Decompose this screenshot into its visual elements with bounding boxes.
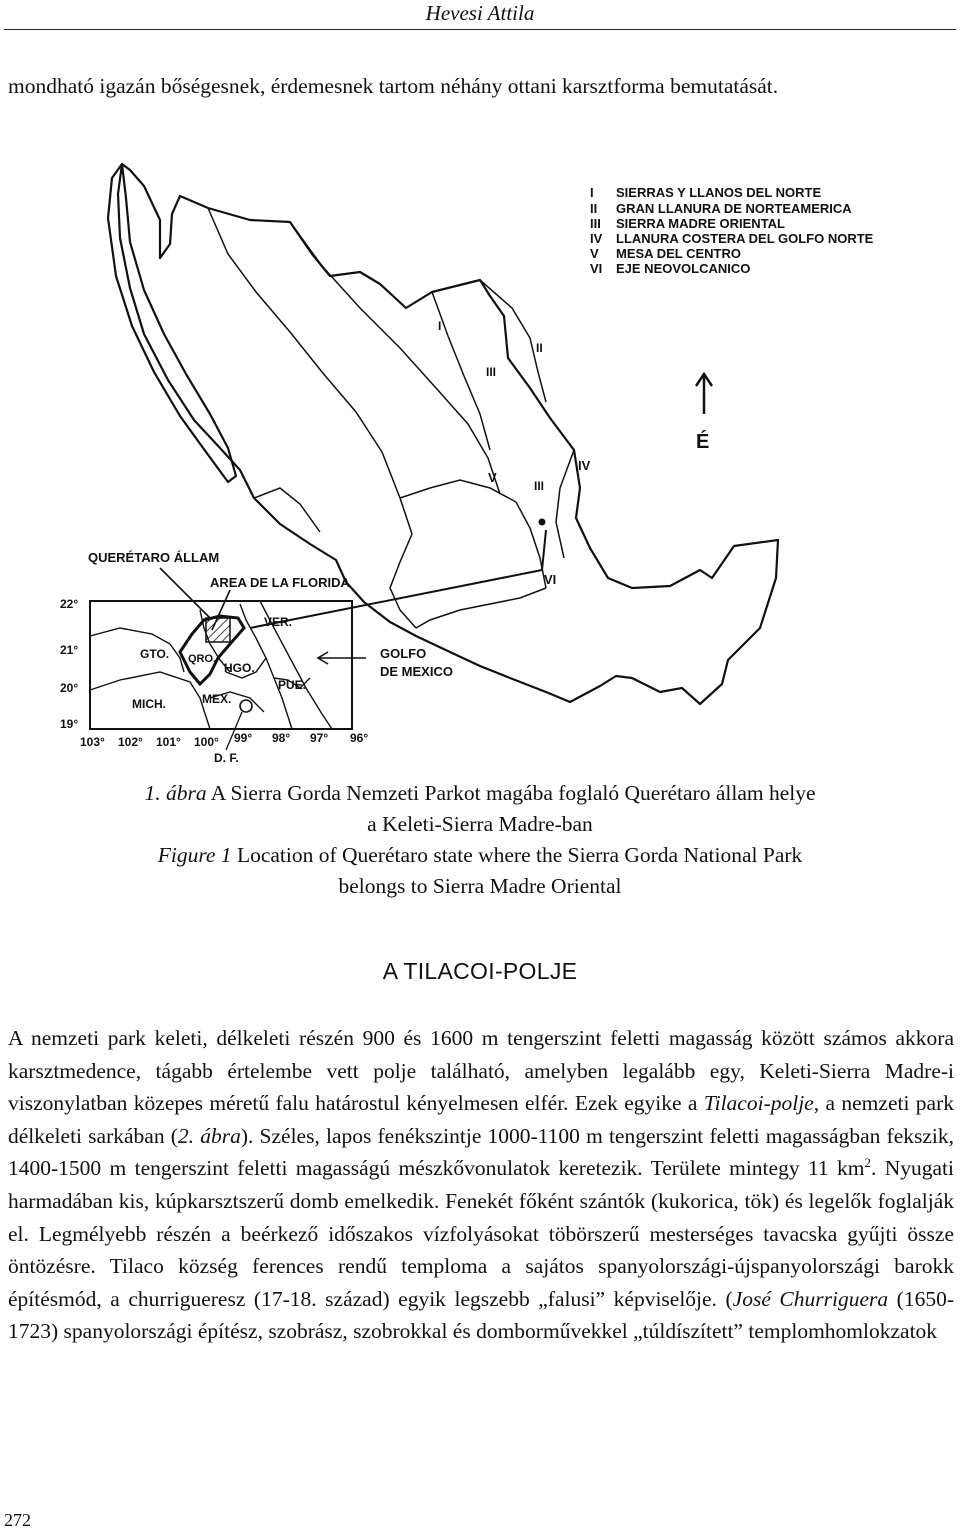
north-label: É	[696, 431, 710, 453]
queretaro-location-dot	[539, 519, 546, 526]
region-boundaries	[208, 208, 574, 628]
lon-label-98: 98°	[272, 731, 291, 745]
body-italic-polje: Tilacoi-polje	[703, 1091, 814, 1116]
body-text-1: A nemzeti park keleti, délkeleti részén 900 és 1600 m tengerszint feletti magasság között számos akkora karsztmedence, tágabb értelembe vett polje található, amelyben legalább egy, Keleti-Sierra Madre-i viszonylatban közepes méretű falu határostul kényelmesen elfér. Ezek egyike a	[8, 1026, 954, 1116]
state-label-pue: PUE.	[278, 678, 307, 692]
region-label-iv: IV	[578, 458, 591, 473]
legend-num-6: VI	[590, 261, 603, 276]
lon-label-102: 102°	[118, 735, 143, 749]
region-label-vi: VI	[544, 572, 557, 587]
legend-num-2: II	[590, 201, 598, 216]
north-arrow-icon	[696, 374, 712, 414]
body-text-4: . Nyugati harmadában kis, kúpkarsztszerű domb emelkedik. Fenekét főként szántók (kukorica, tök) és legelők foglalják el. Legmélyebb részén a beérkező időszakos vízfolyásokat töbörszerű mesterséges tavacska gyűjti össze öntözésre. Tilaco község ferences rendű temploma a sajátos spanyolországi-újspanyolországi barokk építésmód, a churrigueresz (17-18. század) egyik legszebb „falusi” képviselője. (	[8, 1156, 954, 1311]
legend-label-4: LLANURA COSTERA DEL GOLFO NORTE	[616, 231, 874, 246]
section-title: A TILACOI-POLJE	[382, 958, 578, 984]
legend-num-3: III	[590, 216, 601, 231]
inset-connector-line-2	[542, 530, 546, 570]
state-label-mex: MEX.	[202, 692, 232, 706]
legend-num-1: I	[590, 185, 594, 200]
state-label-mich: MICH.	[132, 697, 166, 711]
mexico-map	[60, 158, 920, 770]
df-outline	[240, 700, 252, 712]
inset-title-area: AREA DE LA FLORIDA	[210, 575, 350, 590]
caption-hu-line-1	[40, 778, 920, 809]
la-florida-area-hatch	[206, 618, 230, 642]
body-paragraph	[8, 1022, 954, 1348]
state-label-df: D. F.	[214, 751, 239, 765]
legend-label-1: SIERRAS Y LLANOS DEL NORTE	[616, 185, 822, 200]
intro-paragraph: mondható igazán bőségesnek, érdemesnek tartom néhány ottani karsztforma bemutatását.	[8, 74, 779, 98]
lon-label-96: 96°	[350, 731, 369, 745]
running-head: Hevesi Attila	[425, 1, 535, 25]
legend-label-5: MESA DEL CENTRO	[616, 246, 741, 261]
region-label-ii: II	[536, 341, 543, 355]
body-superscript: 2	[864, 1155, 871, 1171]
legend-num-5: V	[590, 246, 599, 261]
lon-label-99: 99°	[234, 731, 253, 745]
region-label-iii-south: III	[534, 479, 545, 493]
lat-label-21: 21°	[60, 643, 79, 657]
state-label-gto: GTO.	[140, 647, 170, 661]
state-label-ver: VER.	[264, 615, 293, 629]
gulf-label-line-2: DE MEXICO	[380, 664, 453, 679]
caption-hu-text-1: A Sierra Gorda Nemzeti Parkot magába foglaló Querétaro állam helye	[206, 781, 816, 805]
caption-en-text-1: Location of Querétaro state where the Sierra Gorda National Park	[231, 843, 803, 867]
legend-label-2: GRAN LLANURA DE NORTEAMERICA	[616, 201, 852, 216]
region-label-iii-north: III	[486, 365, 497, 379]
region-label-v: V	[488, 470, 497, 485]
gulf-label-line-1: GOLFO	[380, 646, 427, 661]
caption-en-line-1	[40, 840, 920, 871]
state-label-hgo: HGO.	[224, 661, 255, 675]
lat-label-19: 19°	[60, 717, 79, 731]
header-rule	[4, 29, 956, 30]
figure-caption	[40, 778, 920, 902]
legend-label-3: SIERRA MADRE ORIENTAL	[616, 216, 785, 231]
lon-label-100: 100°	[194, 735, 219, 749]
mexico-map-figure	[60, 158, 920, 770]
caption-en-line-2: belongs to Sierra Madre Oriental	[338, 874, 622, 898]
lon-label-97: 97°	[310, 731, 329, 745]
body-text-3: ). Széles, lapos fenékszintje 1000-1100 m tengerszint feletti magasságban fekszik, 1400-1500 m tengerszint feletti magasságú mészkővonulatok keretezik. Területe mintegy 11 km	[8, 1123, 954, 1181]
caption-hu-prefix: 1. ábra	[144, 781, 207, 805]
inset-title-state: QUERÉTARO ÁLLAM	[88, 550, 220, 565]
lon-label-103: 103°	[80, 735, 105, 749]
lat-label-22: 22°	[60, 597, 79, 611]
inset-title-state-leader	[160, 568, 210, 618]
map-legend	[590, 185, 874, 276]
state-label-qro: QRO.	[188, 653, 217, 665]
body-text-5: (1650-1723) spanyolországi építész, szobrász, szobrokkal és domborművekkel „túldíszített” templomhomlokzatok	[8, 1286, 954, 1344]
caption-en-prefix: Figure 1	[157, 843, 232, 867]
legend-label-6: EJE NEOVOLCANICO	[616, 261, 751, 276]
lat-label-20: 20°	[60, 681, 79, 695]
region-label-i: I	[438, 319, 442, 333]
body-italic-figure-ref: 2. ábra	[177, 1123, 241, 1148]
body-text-2: , a nemzeti park délkeleti sarkában (	[8, 1091, 954, 1148]
page-number: 272	[4, 1510, 31, 1530]
body-italic-name: José Churriguera	[732, 1286, 889, 1311]
legend-num-4: IV	[590, 231, 603, 246]
lon-label-101: 101°	[156, 735, 181, 749]
caption-hu-line-2: a Keleti-Sierra Madre-ban	[367, 812, 593, 836]
